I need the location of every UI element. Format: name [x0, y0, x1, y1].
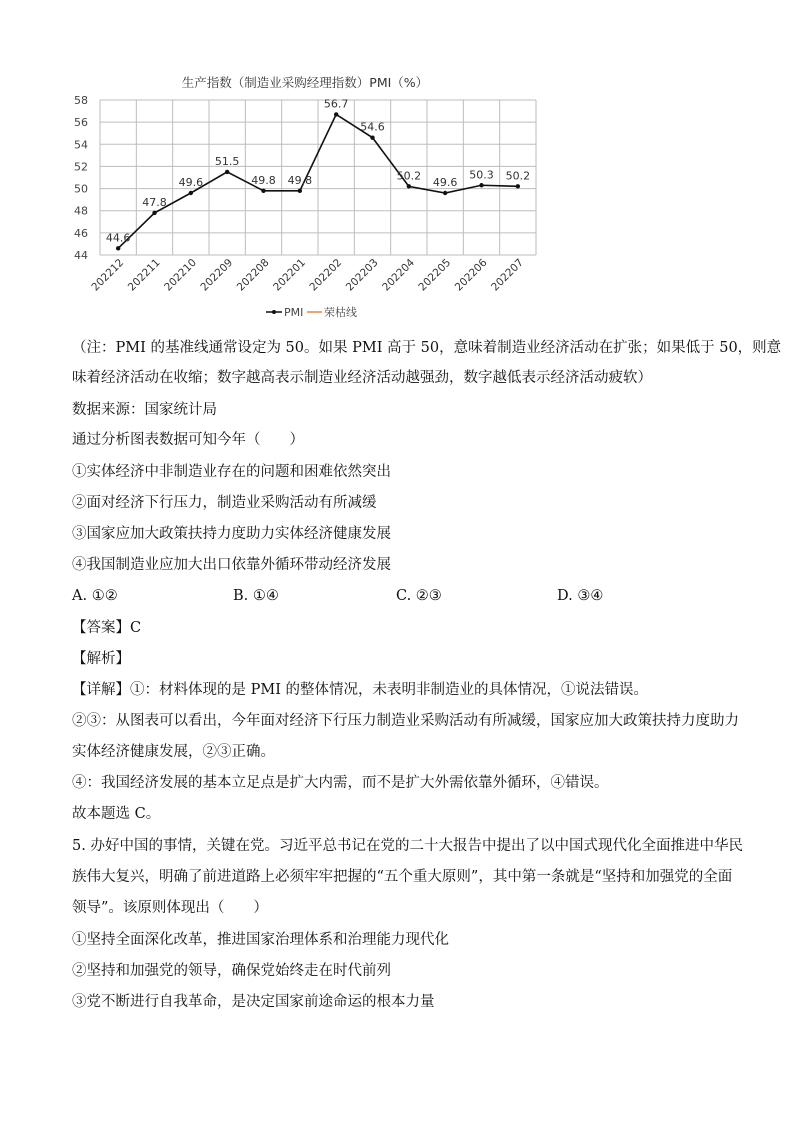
pmi-point: [443, 191, 447, 195]
pmi-data-label: 47.8: [142, 195, 167, 209]
question-item-3: ③国家应加大政策扶持力度助力实体经济健康发展: [72, 526, 391, 542]
option-a: A. ①②: [72, 588, 118, 604]
x-tick-label: 202204: [380, 256, 417, 294]
pmi-point: [407, 184, 411, 188]
detail-line-1: [72, 680, 648, 700]
question5-item-3: ③党不断进行自我革命，是决定国家前途命运的根本力量: [72, 994, 435, 1010]
detail-text-1: ①：材料体现的是 PMI 的整体情况，未表明非制造业的具体情况，①说法错误。: [130, 682, 649, 698]
detail-line-2b: 实体经济健康发展，②③正确。: [72, 744, 275, 760]
pmi-point: [116, 246, 120, 250]
legend-baseline-label: 荣枯线: [324, 306, 357, 319]
question5-item-1: ①坚持全面深化改革，推进国家治理体系和治理能力现代化: [72, 932, 449, 948]
x-tick-label: 202206: [452, 256, 490, 294]
pmi-data-label: 49.6: [178, 176, 204, 189]
pmi-point: [516, 184, 520, 188]
chart-title: 生产指数（制造业采购经理指数）PMI（%）: [181, 75, 429, 90]
x-tick-label: 202207: [489, 256, 526, 294]
x-tick-label: 202201: [271, 256, 308, 294]
pmi-data-label: 44.6: [105, 231, 131, 245]
y-axis-ticks: [74, 94, 88, 262]
pmi-point: [152, 211, 156, 215]
pmi-point: [370, 135, 374, 139]
question5-line-2: 族伟大复兴，明确了前进道路上必须牢牢把握的“五个重大原则”，其中第一条就是“坚持和加强党的全面: [72, 869, 733, 885]
x-tick-label: 202209: [198, 256, 236, 294]
pmi-data-label: 49.8: [287, 173, 313, 187]
data-source: 数据来源：国家统计局: [72, 402, 217, 418]
pmi-data-label: 54.6: [360, 120, 385, 134]
pmi-point: [225, 170, 229, 174]
question5-item-2: ②坚持和加强党的领导，确保党始终走在时代前列: [72, 963, 391, 979]
option-b: B. ①④: [233, 588, 279, 604]
note-line-1: （注：PMI 的基准线通常设定为 50。如果 PMI 高于 50，意味着制造业经济活动在扩张；如果低于 50，则意: [72, 340, 782, 356]
y-tick-label: 44: [74, 249, 88, 262]
answer-line: [72, 618, 141, 638]
y-tick-label: 54: [74, 138, 88, 152]
x-tick-label: 202211: [125, 256, 163, 294]
question-item-1: ①实体经济中非制造业存在的问题和困难依然突出: [72, 464, 391, 480]
answer-tag: 【答案】: [72, 620, 130, 636]
pmi-data-label: 49.6: [432, 176, 458, 189]
legend-pmi-label: PMI: [284, 306, 304, 319]
x-axis-ticks: [89, 256, 526, 293]
option-d: D. ③④: [557, 588, 604, 604]
question5-line-3: 领导”。该原则体现出（ ）: [72, 900, 268, 916]
pmi-data-label: 50.3: [469, 168, 494, 182]
pmi-point: [261, 189, 265, 193]
x-tick-label: 202202: [307, 256, 345, 294]
analysis-tag: 【解析】: [72, 651, 130, 667]
y-tick-label: 56: [74, 116, 88, 130]
x-tick-label: 202203: [343, 256, 381, 294]
x-tick-label: 202212: [89, 256, 127, 294]
y-tick-label: 50: [74, 182, 88, 196]
pmi-line-chart: [60, 66, 560, 326]
y-tick-label: 46: [74, 226, 88, 240]
x-tick-label: 202210: [162, 256, 199, 294]
pmi-point: [298, 189, 302, 193]
y-tick-label: 48: [74, 204, 88, 218]
detail-line-3: ④：我国经济发展的基本立足点是扩大内需，而不是扩大外需依靠外循环，④错误。: [72, 775, 609, 791]
x-tick-label: 202205: [416, 256, 454, 294]
legend-pmi-marker: [272, 310, 276, 314]
x-tick-label: 202208: [234, 256, 272, 294]
detail-line-2a: ②③：从图表可以看出，今年面对经济下行压力制造业采购活动有所减缓，国家应加大政策扶持力度助力: [72, 713, 739, 729]
conclusion: 故本题选 C。: [72, 806, 161, 822]
y-tick-label: 58: [74, 94, 88, 107]
option-c: C. ②③: [396, 588, 442, 604]
question-item-4: ④我国制造业应加大出口依靠外循环带动经济发展: [72, 557, 391, 573]
pmi-point: [189, 191, 193, 195]
pmi-data-label: 51.5: [214, 154, 240, 168]
pmi-data-label: 56.7: [323, 97, 349, 111]
question-stem: 通过分析图表数据可知今年（ ）: [72, 432, 304, 448]
question5-line-1: 5. 办好中国的事情，关键在党。习近平总书记在党的二十大报告中提出了以中国式现代化全面推进中华民: [72, 838, 743, 854]
pmi-point: [334, 112, 338, 116]
question-item-2: ②面对经济下行压力，制造业采购活动有所减缓: [72, 495, 377, 511]
y-tick-label: 52: [74, 160, 88, 174]
chart-legend: [266, 305, 357, 319]
pmi-data-label: 50.2: [505, 169, 531, 183]
answer-value: C: [130, 620, 142, 636]
note-line-2: 味着经济活动在收缩；数字越高表示制造业经济活动越强劲，数字越低表示经济活动疲软）: [72, 370, 652, 386]
pmi-data-label: 50.2: [396, 169, 422, 183]
pmi-point: [479, 183, 483, 187]
pmi-data-label: 49.8: [251, 173, 276, 187]
detail-tag: 【详解】: [72, 682, 130, 698]
